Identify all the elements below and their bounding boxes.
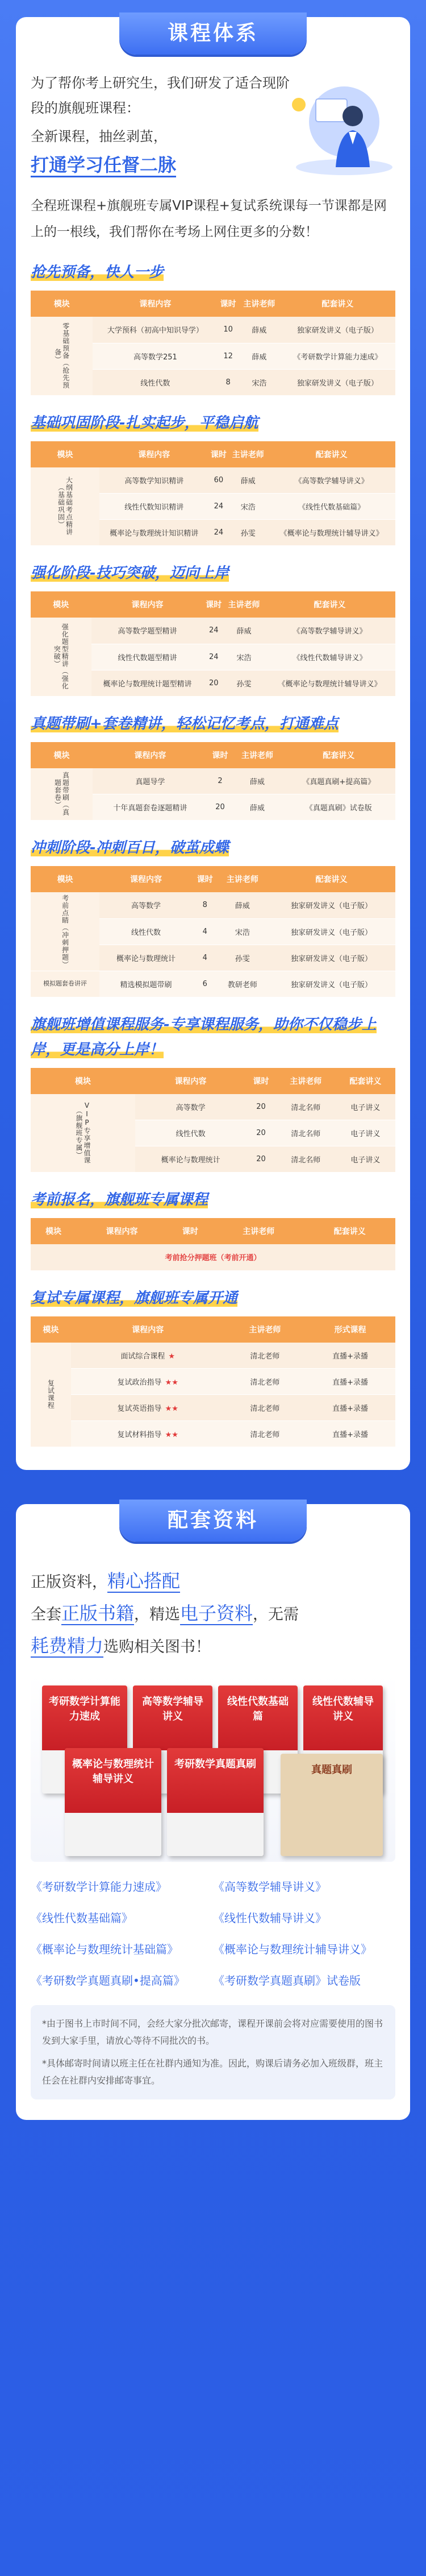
table-cell: 《高等数学辅导讲义》 [268,467,395,494]
table-cell: 孙雯 [228,520,268,546]
book-title: 《考研数学计算能力速成》 [31,1880,167,1894]
materials-panel [16,1504,410,2120]
module-cell: 强化题型精讲（强化突破） [31,618,91,696]
course-name: 复试材料指导 [117,1431,162,1439]
course-panel [16,17,410,1470]
module-cell: VIP专享增值课（旗舰班专属） [31,1094,135,1173]
footnote [31,2005,395,2099]
table-cell: 概率论与数理统计知识精讲 [99,520,209,546]
table-row [31,317,395,343]
intro-line-1: 为了帮你考上研究生，我们研发了适合现阶段的旗舰班课程： [31,75,290,116]
book-title: 《线性代数辅导讲义》 [213,1911,327,1925]
table-cell: 《高等数学辅导讲义》 [264,618,395,644]
section-heading: 旗舰班增值课程服务-专享课程服务，助你不仅稳步上岸，更是高分上岸！ [31,1016,377,1058]
table-cell: 24 [209,520,229,546]
table-cell: 大学预科（初高中知识导学） [93,317,218,343]
teacher-illustration [282,82,395,179]
table-cell: 直播+录播 [305,1343,395,1369]
book-title: 《概率论与数理统计辅导讲义》 [213,1943,372,1956]
table-cell: 薛威 [232,794,282,821]
table-row [31,768,395,794]
section-heading: 强化阶段-技巧突破，迈向上岸 [31,565,229,582]
table-header-cell: 配套讲义 [268,866,395,892]
footnote-text: *由于图书上市时间不同，会经大家分批次邮寄，课程开课前会将对应需要使用的图书发到大家手里，请放心等待不同批次的书。 [42,2018,383,2046]
table-row [31,1244,395,1270]
table-header-cell: 模块 [31,1316,71,1343]
table-cell: 高等数学 [135,1094,246,1120]
section-heading: 复试专属课程，旗舰班专属开通 [31,1289,238,1307]
table-cell: 《概率论与数理统计辅导讲义》 [268,520,395,546]
book-cover: 概率论与数理统计辅导讲义 [65,1748,161,1856]
intro-text: ，精选 [134,1606,181,1624]
table-header-cell: 课时 [208,742,233,768]
table-cell: 《线性代数辅导讲义》 [264,644,395,670]
vip-table [31,1068,395,1173]
table-cell: 精选模拟题带刷 [99,971,193,997]
table-cell: 十年真题套卷逐题精讲 [93,794,208,821]
materials-intro [31,1566,395,1663]
table-row [31,1395,395,1421]
table-cell: 《真题真刷》试卷版 [282,794,395,821]
pre-note: 考前抢分押题班（考前开通） [31,1244,395,1270]
table-header-cell: 课时 [168,1218,213,1244]
table-header-cell: 主讲老师 [232,742,282,768]
table-row [31,1369,395,1395]
table-cell: 清北老师 [225,1395,305,1421]
table-header-cell: 课程内容 [93,291,218,317]
book-cover: 考研数学计算能力速成 [42,1685,127,1794]
table-cell: 教研老师 [218,971,268,997]
star-rating: ★★ [165,1405,178,1413]
table-row [31,618,395,644]
table-cell: 直播+录播 [305,1421,395,1447]
table-cell: 薛威 [239,317,280,343]
table-cell: 独家研发讲义（电子版） [268,918,395,945]
table-cell: 24 [203,618,224,644]
table-cell: 真题导学 [93,768,208,794]
table-cell [71,1421,225,1447]
table-cell: 清北老师 [225,1369,305,1395]
table-cell [71,1369,225,1395]
intro-highlight: 电子资料 [180,1602,253,1624]
table-header-cell: 配套讲义 [304,1218,396,1244]
table-header-cell: 课时 [218,291,238,317]
table-cell: 孙雯 [218,945,268,971]
footnote-text: *具体邮寄时间请以班主任在社群内通知为准。因此，购课后请务必加入班级群，班主任会在社群内安排邮寄事宜。 [42,2058,383,2086]
course-name: 面试综合课程 [120,1352,165,1361]
table-cell: 概率论与数理统计 [135,1146,246,1173]
table-header-cell: 课时 [246,1068,276,1094]
table-cell: 高等数学题型精讲 [91,618,204,644]
table-header-cell: 课程内容 [91,591,204,618]
table-cell: 线性代数 [99,918,193,945]
book-cover: 真题真刷 [281,1754,383,1856]
table-cell: 6 [193,971,218,997]
materials-title: 配套资料 [119,1500,307,1542]
table-cell: 2 [208,768,233,794]
intro-highlight: 耗费精力 [31,1635,104,1656]
table-cell: 20 [246,1146,276,1173]
table-row [31,1421,395,1447]
table-header-cell: 主讲老师 [228,441,268,467]
table-header-cell: 课程内容 [99,441,209,467]
star-rating: ★★ [165,1431,178,1439]
intro-text: 正版资料， [31,1573,107,1591]
table-row [31,1094,395,1120]
table-cell: 10 [218,317,238,343]
table-cell: 独家研发讲义（电子版） [280,369,395,395]
book-cover: 线性代数辅导讲义 [303,1685,383,1794]
table-cell: 《真题真刷+提高篇》 [282,768,395,794]
table-cell: 20 [208,794,233,821]
table-row [31,467,395,494]
book-title: 《线性代数基础篇》 [31,1911,133,1925]
intro-highlight: 精心搭配 [107,1570,181,1592]
course-table [31,441,395,546]
module-cell: 模拟题套卷讲评 [31,971,99,997]
table-cell: 电子讲义 [336,1146,395,1173]
intro [31,71,395,179]
table-cell: 8 [193,892,218,918]
table-header-cell: 主讲老师 [239,291,280,317]
table-cell: 薛威 [228,467,268,494]
table-header-cell: 配套讲义 [282,742,395,768]
table-header-cell: 配套讲义 [280,291,395,317]
course-name: 复试政治指导 [117,1378,162,1387]
table-header-cell: 主讲老师 [225,1316,305,1343]
retest-table [31,1316,395,1448]
course-table [31,291,395,396]
table-cell: 概率论与数理统计 [99,945,193,971]
table-header-cell: 模块 [31,1068,135,1094]
table-cell: 24 [203,644,224,670]
table-cell: 《概率论与数理统计辅导讲义》 [264,670,395,696]
table-cell: 薛威 [218,892,268,918]
table-cell: 宋浩 [224,644,264,670]
table-cell [71,1395,225,1421]
table-cell: 《线性代数基础篇》 [268,494,395,520]
intro-highlight: 打通学习任督二脉 [31,154,176,177]
book-title: 《考研数学真题真刷》试卷版 [213,1974,361,1987]
table-cell: 20 [203,670,224,696]
table-cell: 高等数学251 [93,343,218,369]
intro-highlight: 正版书籍 [61,1602,135,1624]
table-header-cell: 课程内容 [76,1218,168,1244]
table-header-cell: 配套讲义 [336,1068,395,1094]
module-cell: 考前点睛（冲刺押题） [31,892,99,971]
table-cell: 清北名师 [276,1146,336,1173]
table-cell: 独家研发讲义（电子版） [268,892,395,918]
table-cell: 独家研发讲义（电子版） [280,317,395,343]
book-list [31,1878,395,1988]
table-row [31,1343,395,1369]
table-cell: 独家研发讲义（电子版） [268,945,395,971]
table-cell: 20 [246,1094,276,1120]
module-cell: 大纲基础考点精讲（基础巩固） [31,467,99,546]
table-cell: 20 [246,1120,276,1146]
section-heading: 真题带刷+套卷精讲，轻松记忆考点，打通难点 [31,715,339,732]
section-heading: 抢先预备，快人一步 [31,264,164,281]
table-header-cell: 课程内容 [99,866,193,892]
table-cell: 线性代数知识精讲 [99,494,209,520]
table-cell: 孙雯 [224,670,264,696]
table-header-cell: 模块 [31,866,99,892]
module-cell: 零基础预备（抢先预备） [31,317,93,395]
table-cell: 概率论与数理统计题型精讲 [91,670,204,696]
star-rating: ★★ [165,1378,178,1387]
table-header-cell: 模块 [31,742,93,768]
table-cell: 线性代数题型精讲 [91,644,204,670]
book-cover: 线性代数基础篇 [218,1685,298,1794]
table-header-cell: 主讲老师 [224,591,264,618]
table-cell: 直播+录播 [305,1369,395,1395]
table-cell: 薛威 [224,618,264,644]
table-cell: 高等数学 [99,892,193,918]
table-header-cell: 课时 [203,591,224,618]
table-cell: 宋浩 [228,494,268,520]
table-cell: 线性代数 [93,369,218,395]
book-cover: 高等数学辅导讲义 [133,1685,212,1794]
table-cell: 直播+录播 [305,1395,395,1421]
table-header-cell: 形式课程 [305,1316,395,1343]
intro-text: 全套 [31,1606,61,1624]
table-header-cell: 模块 [31,291,93,317]
intro-text: 选购相关图书！ [103,1638,211,1656]
table-cell: 清北名师 [276,1120,336,1146]
section-heading: 考前报名，旗舰班专属课程 [31,1191,208,1208]
table-cell: 宋浩 [218,918,268,945]
pre-table [31,1218,395,1271]
table-cell: 8 [218,369,238,395]
table-header-cell: 课时 [193,866,218,892]
table-cell: 《考研数学计算能力速成》 [280,343,395,369]
table-row [31,892,395,918]
table-cell: 24 [209,494,229,520]
table-cell: 4 [193,945,218,971]
table-header-cell: 配套讲义 [268,441,395,467]
table-cell: 12 [218,343,238,369]
book-cover: 考研数学真题真刷 [167,1748,264,1856]
table-cell: 电子讲义 [336,1094,395,1120]
section-heading: 冲刺阶段-冲刺百日，破茧成蝶 [31,839,229,856]
course-table [31,742,395,821]
table-header-cell: 课程内容 [135,1068,246,1094]
table-header-cell: 课程内容 [93,742,208,768]
table-header-cell: 配套讲义 [264,591,395,618]
table-header-cell: 模块 [31,441,99,467]
table-cell: 电子讲义 [336,1120,395,1146]
table-cell: 60 [209,467,229,494]
module-cell: 真题带刷（真题套卷） [31,768,93,821]
table-cell: 线性代数 [135,1120,246,1146]
table-header-cell: 模块 [31,1218,76,1244]
table-cell: 薛威 [232,768,282,794]
table-cell: 4 [193,918,218,945]
book-title: 《高等数学辅导讲义》 [213,1880,327,1894]
table-row [31,971,395,997]
book-covers [31,1674,395,1862]
section-heading: 基础巩固阶段-扎实起步，平稳启航 [31,414,258,432]
course-table [31,591,395,697]
book-title: 《概率论与数理统计基础篇》 [31,1943,178,1956]
star-rating: ★ [168,1352,176,1361]
module-cell: 复试课程 [31,1343,71,1447]
table-header-cell: 课程内容 [71,1316,225,1343]
table-header-cell: 主讲老师 [218,866,268,892]
table-cell: 清北老师 [225,1421,305,1447]
course-name: 复试英语指导 [117,1405,162,1413]
course-desc: 全程班课程+旗舰班专属VIP课程+复试系统课每一节课都是网上的一根线，我们帮你在考场上网住更多的分数！ [31,198,387,239]
table-cell: 清北名师 [276,1094,336,1120]
table-cell [71,1343,225,1369]
table-header-cell: 主讲老师 [213,1218,304,1244]
table-cell: 清北老师 [225,1343,305,1369]
course-title: 课程体系 [119,13,307,55]
table-cell: 独家研发讲义（电子版） [268,971,395,997]
sprint-table [31,866,395,997]
book-title: 《考研数学真题真刷•提高篇》 [31,1974,185,1987]
table-cell: 薛威 [239,343,280,369]
table-header-cell: 课时 [209,441,229,467]
intro-line-2: 全新课程，抽丝剥茧， [31,129,167,144]
table-cell: 宋浩 [239,369,280,395]
table-cell: 高等数学知识精讲 [99,467,209,494]
table-header-cell: 主讲老师 [276,1068,336,1094]
intro-text: ，无需 [253,1606,299,1624]
table-header-cell: 模块 [31,591,91,618]
